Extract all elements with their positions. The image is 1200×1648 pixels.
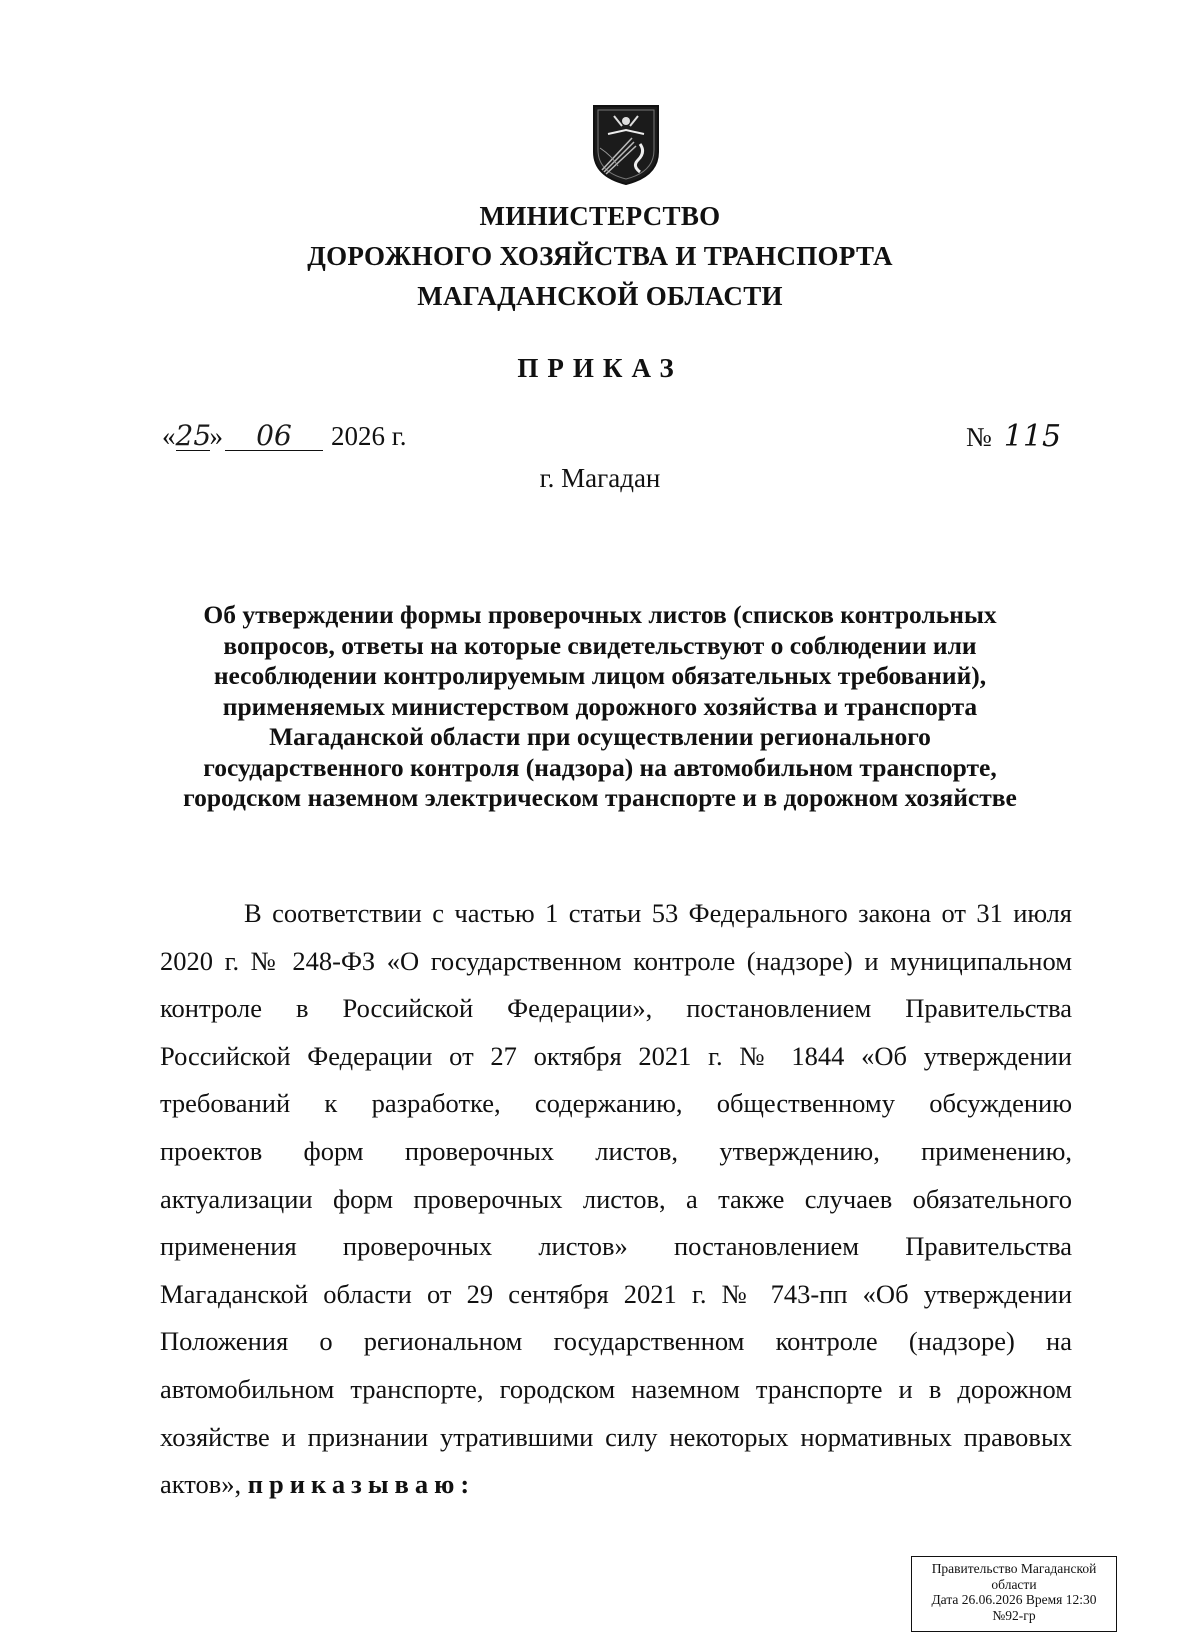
- subject-line: Об утверждении формы проверочных листов (списков контрольных: [203, 600, 997, 629]
- body-last-prefix: актов»,: [160, 1469, 242, 1500]
- document-number: [966, 419, 1062, 454]
- body-line: В соответствии с частью 1 статьи 53 Федерального закона от 31 июля: [244, 898, 1072, 928]
- body-line: хозяйстве и признании утратившими силу некоторых нормативных правовых: [160, 1421, 1072, 1452]
- registration-stamp: [911, 1556, 1117, 1632]
- stamp-line: Дата 26.06.2026 Время 12:30: [931, 1592, 1097, 1607]
- body-line: актуализации форм проверочных листов, а также случаев обязательного: [160, 1183, 1072, 1214]
- body-line: применения проверочных листов» постановлением Правительства: [160, 1231, 1072, 1262]
- number-value: 115: [1003, 419, 1062, 454]
- coat-of-arms-icon: [592, 104, 660, 186]
- document-date: [162, 419, 407, 452]
- quote-close: »: [209, 421, 223, 451]
- org-title-line: МАГАДАНСКОЙ ОБЛАСТИ: [417, 281, 783, 311]
- stamp-line: Правительство Магаданской: [931, 1561, 1097, 1576]
- quote-open: «: [162, 421, 176, 451]
- body-line: Российской Федерации от 27 октября 2021 г. № 1844 «Об утверждении: [160, 1040, 1072, 1071]
- date-day: 25: [175, 419, 212, 452]
- subject-line: вопросов, ответы на которые свидетельствуют о соблюдении или: [223, 630, 977, 660]
- body-line: автомобильном транспорте, городском наземном транспорте и в дорожном: [160, 1373, 1072, 1404]
- subject-line: городском наземном электрическом транспорте и в дорожном хозяйстве: [183, 783, 1017, 812]
- document-body: [160, 890, 1072, 1509]
- date-month: 06: [225, 422, 323, 451]
- body-line: Магаданской области от 29 сентября 2021 г. № 743-пп «Об утверждении: [160, 1278, 1072, 1309]
- org-title-line: МИНИСТЕРСТВО: [479, 201, 721, 231]
- body-line: контроле в Российской Федерации», постановлением Правительства: [160, 993, 1072, 1024]
- stamp-line: области: [991, 1576, 1037, 1592]
- date-year: 2026 г.: [331, 421, 407, 451]
- body-line: Положения о региональном государственном контроле (надзоре) на: [160, 1326, 1072, 1357]
- body-line: проектов форм проверочных листов, утверждению, применению,: [160, 1135, 1072, 1166]
- org-title-line: ДОРОЖНОГО ХОЗЯЙСТВА И ТРАНСПОРТА: [307, 241, 893, 271]
- document-city: г. Магадан: [539, 463, 661, 493]
- subject-line: Магаданской области при осуществлении регионального: [269, 722, 931, 751]
- order-verb: приказываю:: [247, 1469, 476, 1500]
- number-label: №: [966, 422, 992, 452]
- document-type: ПРИКАЗ: [517, 353, 683, 383]
- body-line: 2020 г. № 248-ФЗ «О государственном контроле (надзоре) и муниципальном: [160, 945, 1072, 976]
- document-subject: [150, 600, 1050, 814]
- stamp-line: №92-гр: [992, 1607, 1036, 1623]
- body-line: требований к разработке, содержанию, общественному обсуждению: [160, 1088, 1072, 1119]
- subject-line: несоблюдении контролируемым лицом обязательных требований),: [213, 661, 987, 690]
- subject-line: применяемых министерством дорожного хозяйства и транспорта: [222, 691, 978, 721]
- body-last-line: [160, 1461, 1072, 1509]
- subject-line: государственного контроля (надзора) на автомобильном транспорте,: [203, 752, 997, 782]
